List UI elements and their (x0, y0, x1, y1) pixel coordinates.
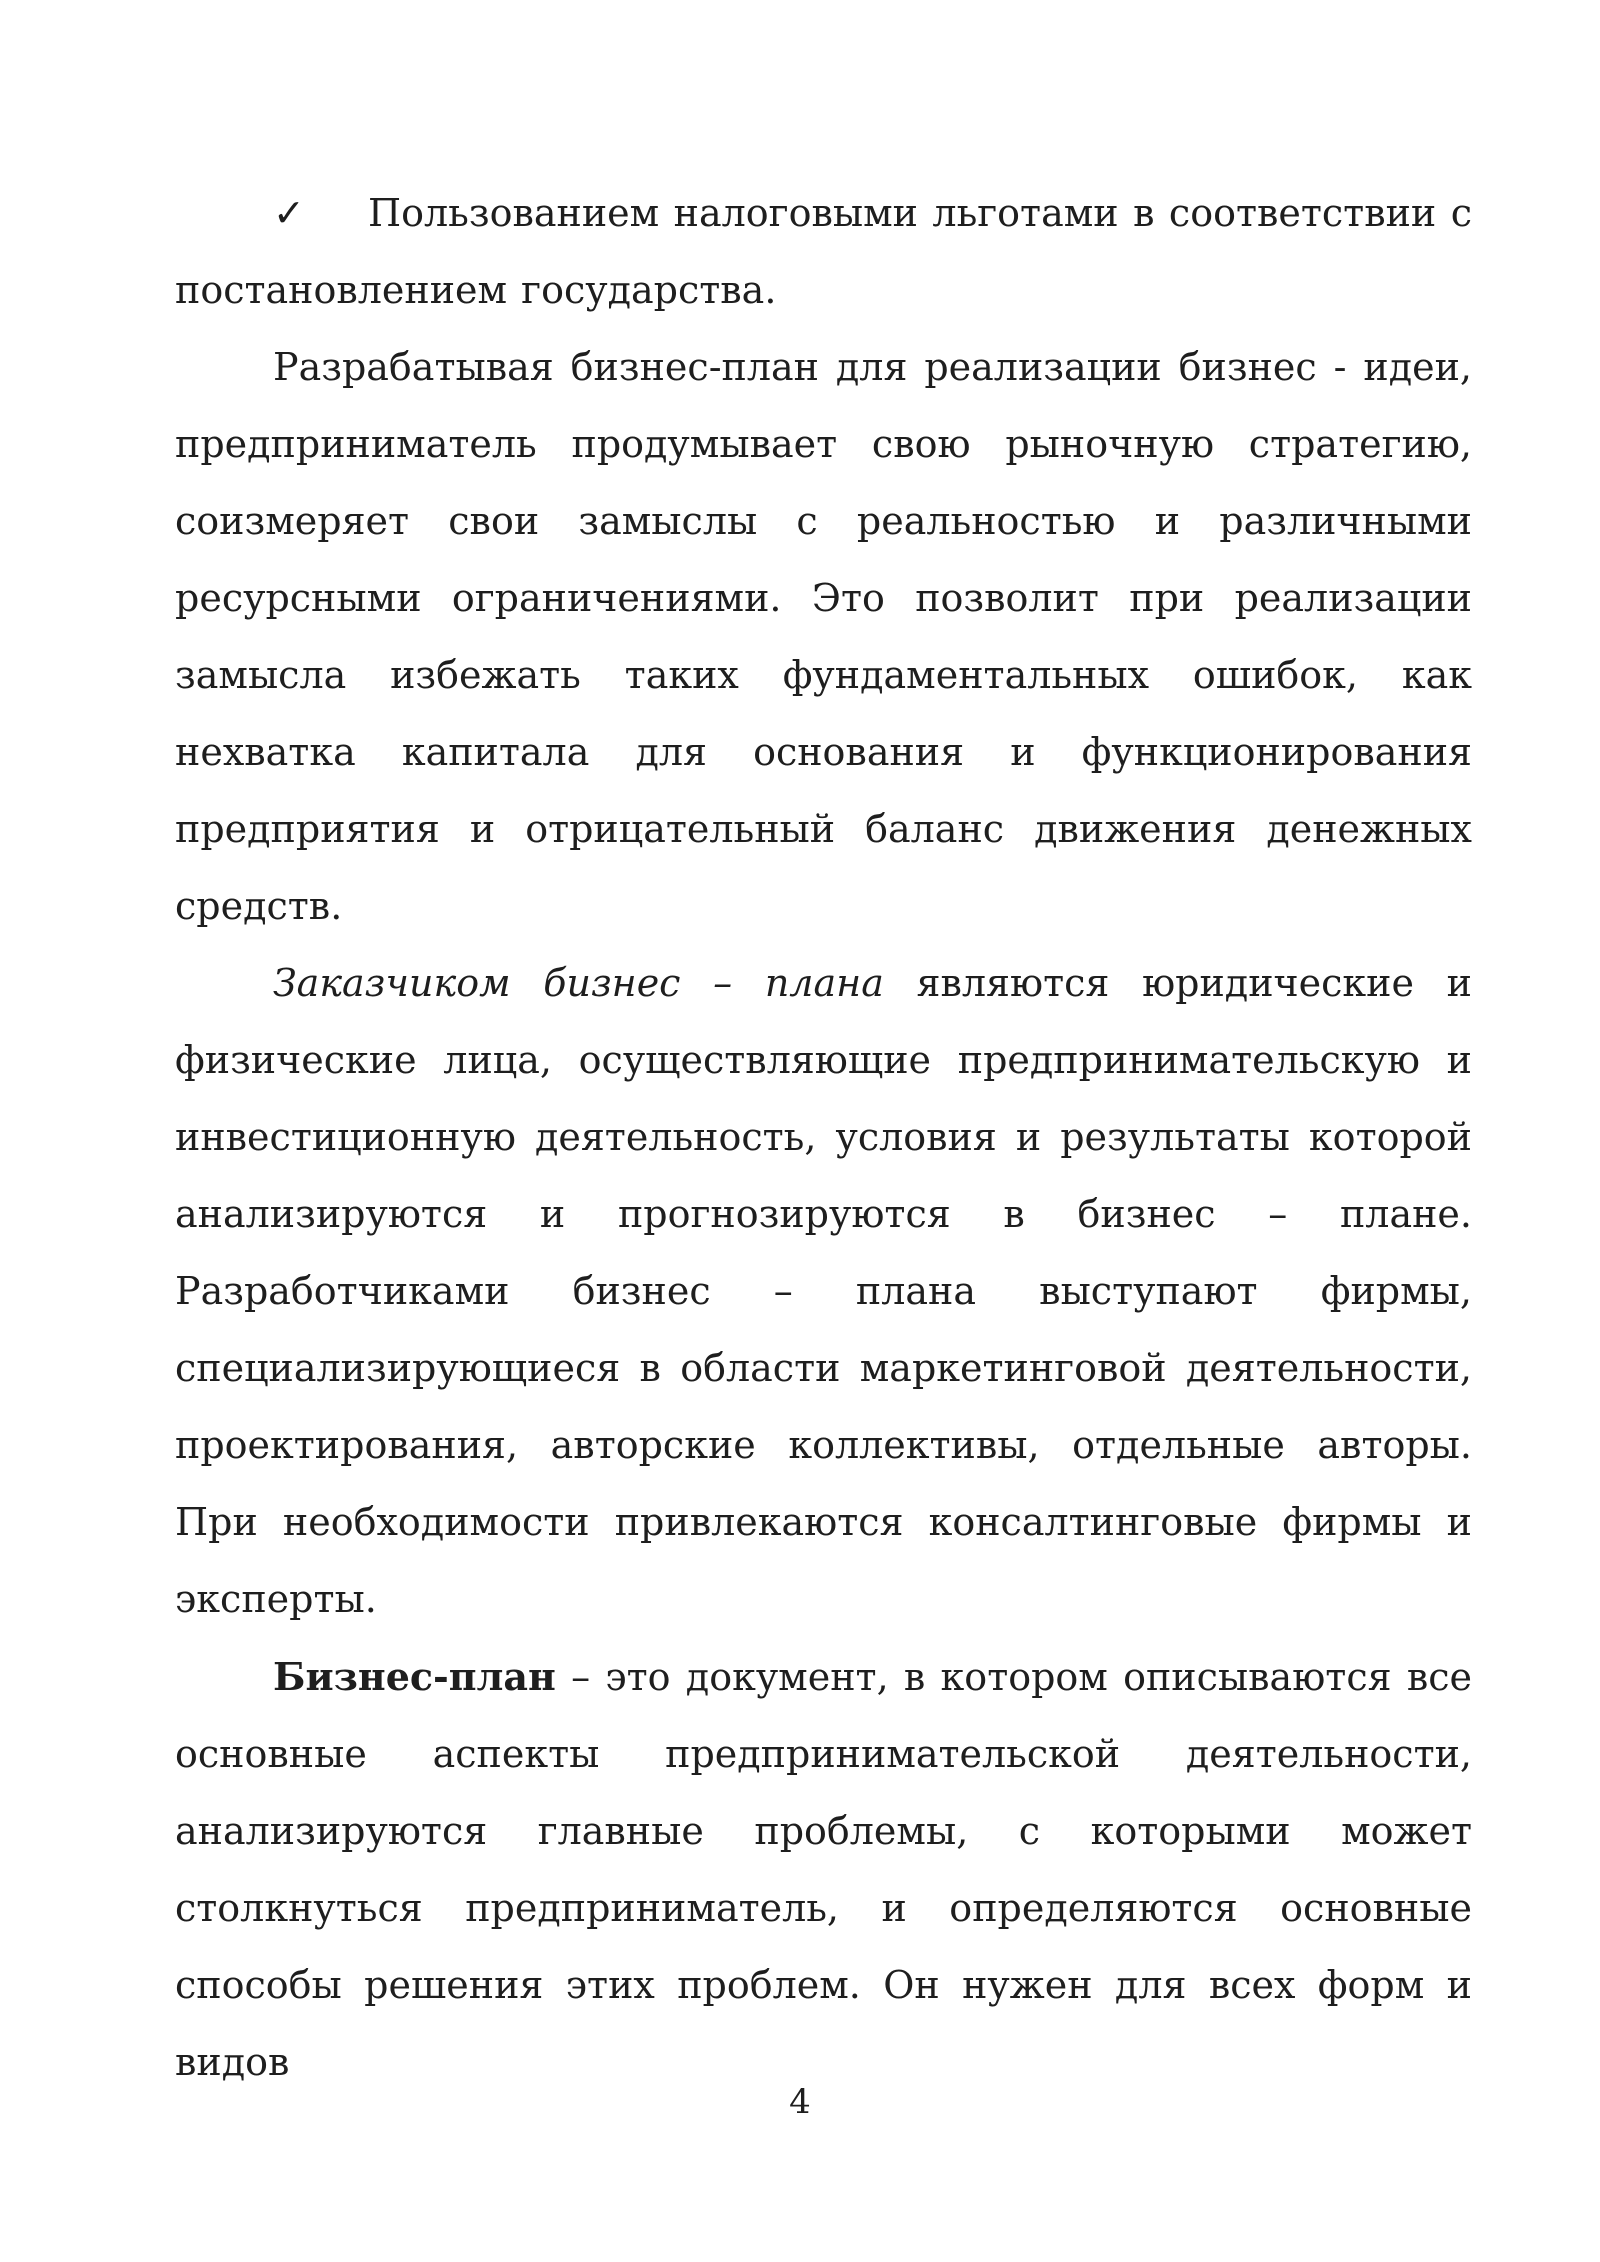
paragraph-definition (175, 1638, 1472, 2101)
paragraph-customer-text: являются юридические и физические лица, осуществляющие предпринимательскую и инвестиционную деятельность, условия и результаты которой анализируются и прогнозируются в бизнес – плане. Разработчиками бизнес – плана выступают фирмы, специализирующиеся в области маркетинговой деятельности, проектирования, авторские коллективы, отдельные авторы. При необходимости привлекаются консалтинговые фирмы и эксперты. (175, 961, 1472, 1621)
page-number: 4 (789, 2082, 811, 2122)
document-body (175, 175, 1472, 2101)
term-customer: Заказчиком бизнес – плана (273, 961, 884, 1005)
bullet-paragraph (175, 175, 1472, 329)
paragraph-customer (175, 945, 1472, 1638)
check-mark-icon: ✓ (273, 191, 305, 235)
bullet-text: Пользованием налоговыми льготами в соответствии с постановлением государства. (175, 191, 1472, 312)
term-business-plan: Бизнес-план (273, 1654, 556, 1699)
paragraph-business-idea: Разрабатывая бизнес-план для реализации бизнес - идеи, предприниматель продумывает свою рыночную стратегию, соизмеряет свои замыслы с реальностью и различными ресурсными ограничениями. Это позволит при реализации замысла избежать таких фундаментальных ошибок, как нехватка капитала для основания и функционирования предприятия и отрицательный баланс движения денежных средств. (175, 345, 1472, 928)
paragraph-definition-text: – это документ, в котором описываются все основные аспекты предпринимательской деятельности, анализируются главные проблемы, с которыми может столкнуться предприниматель, и определяются основные способы решения этих проблем. Он нужен для всех форм и видов (175, 1655, 1472, 2084)
